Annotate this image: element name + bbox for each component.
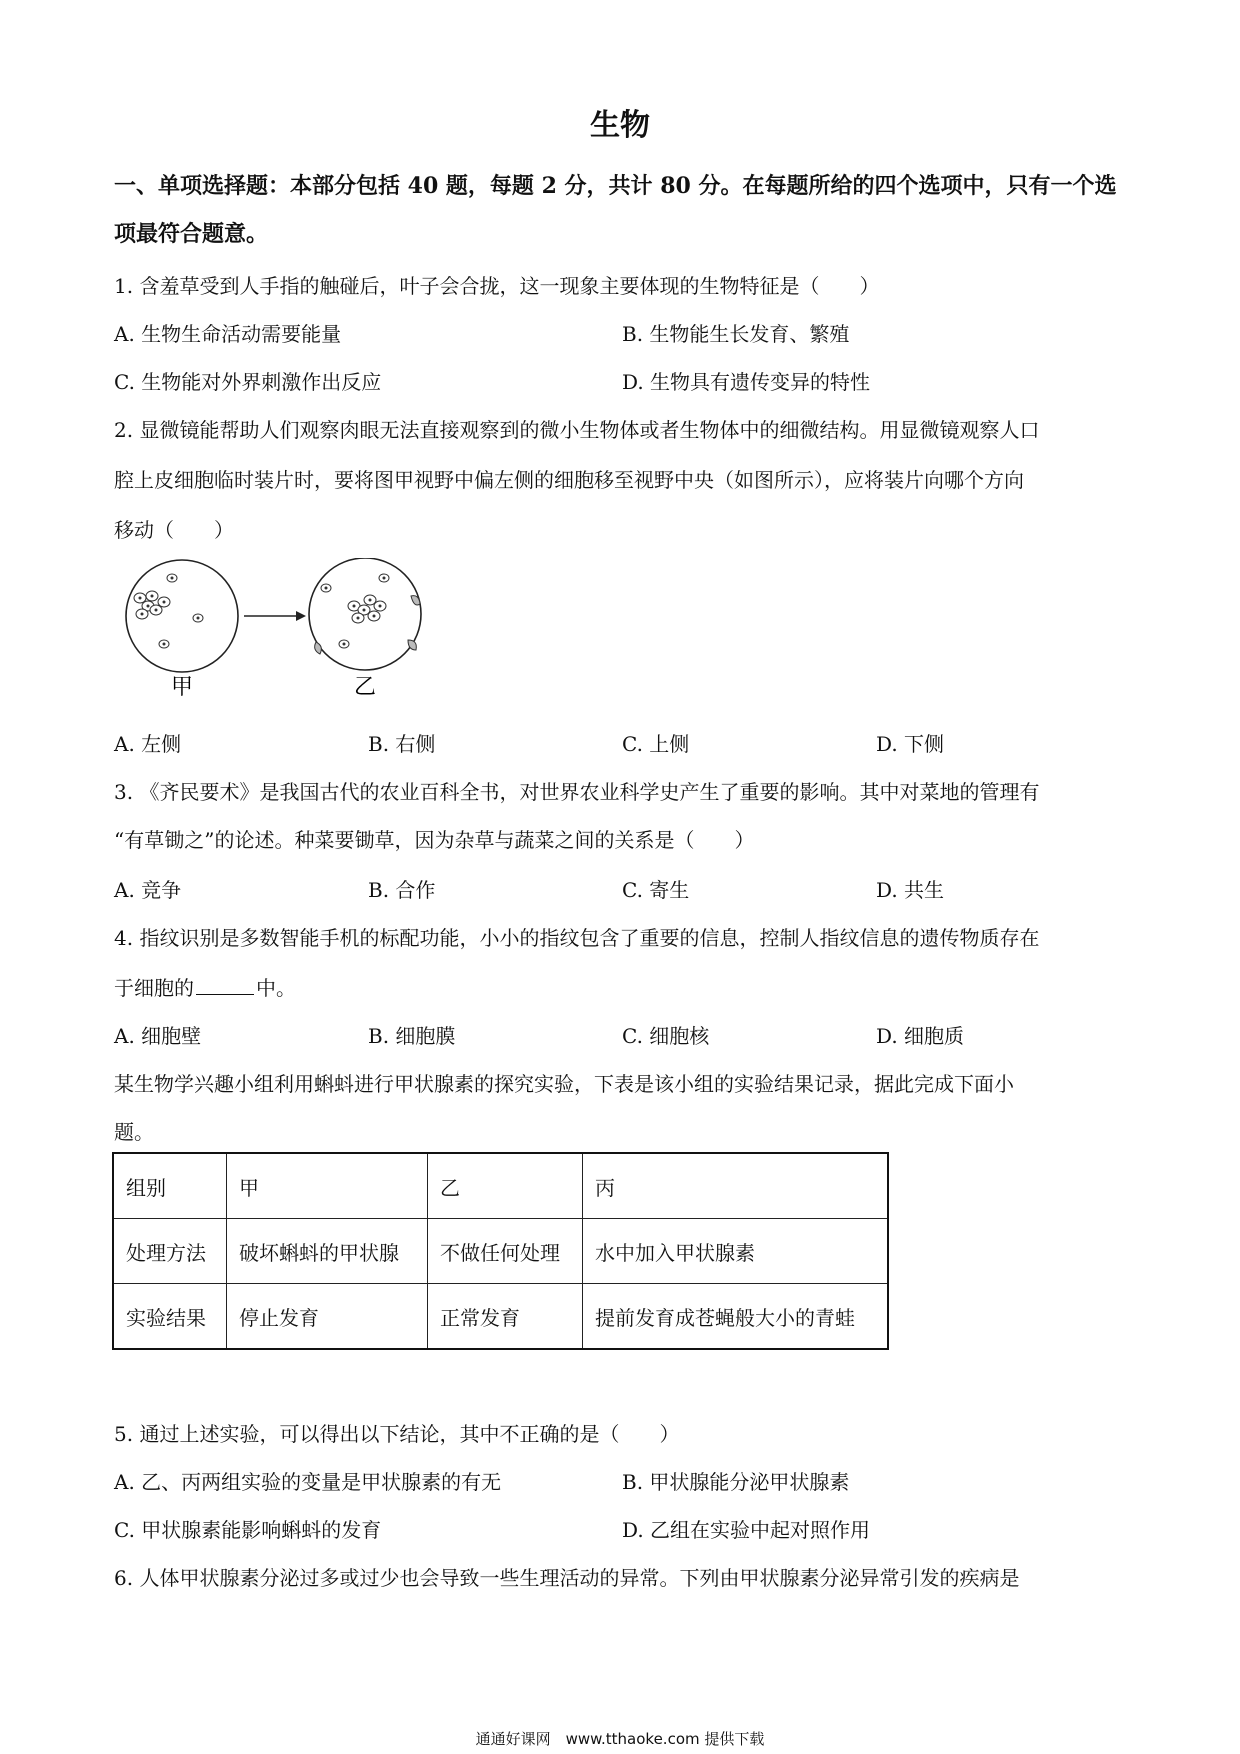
q3-option-c: C. 寄生 xyxy=(622,878,690,902)
table-cell: 正常发育 xyxy=(428,1284,583,1350)
figure-label-yi: 乙 xyxy=(353,675,377,698)
table-cell: 甲 xyxy=(227,1153,428,1219)
table-row xyxy=(113,1284,888,1350)
table-cell: 提前发育成苍蝇般大小的青蛙 xyxy=(583,1284,889,1350)
q2-stem-line-3: 移动（ ） xyxy=(114,518,234,542)
intro-line-1: 某生物学兴趣小组利用蝌蚪进行甲状腺素的探究实验，下表是该小组的实验结果记录，据此完成下面小 xyxy=(114,1072,1014,1096)
q3-option-d: D. 共生 xyxy=(876,878,945,902)
table-cell: 实验结果 xyxy=(113,1284,227,1350)
table-row xyxy=(113,1219,888,1284)
q5-option-c: C. 甲状腺素能影响蝌蚪的发育 xyxy=(114,1518,382,1542)
answer-blank xyxy=(196,976,254,995)
q4-stem-post: 中。 xyxy=(256,976,296,1000)
table-cell: 乙 xyxy=(428,1153,583,1219)
q5-stem: 5. 通过上述实验，可以得出以下结论，其中不正确的是（ ） xyxy=(114,1422,680,1446)
q5-option-a: A. 乙、丙两组实验的变量是甲状腺素的有无 xyxy=(114,1470,502,1494)
microscope-field-figure xyxy=(120,558,440,698)
q2-option-d: D. 下侧 xyxy=(876,732,945,756)
q4-stem-line-2 xyxy=(114,972,296,1001)
table-cell: 处理方法 xyxy=(113,1219,227,1284)
q2-option-c: C. 上侧 xyxy=(622,732,690,756)
q1-option-a: A. 生物生命活动需要能量 xyxy=(114,322,342,346)
q2-stem-line-1: 2. 显微镜能帮助人们观察肉眼无法直接观察到的微小生物体或者生物体中的细微结构。用显微镜观察人口 xyxy=(114,418,1040,442)
q4-stem-line-1: 4. 指纹识别是多数智能手机的标配功能，小小的指纹包含了重要的信息，控制人指纹信息的遗传物质存在 xyxy=(114,926,1040,950)
q1-option-c: C. 生物能对外界刺激作出反应 xyxy=(114,370,382,394)
q2-option-b: B. 右侧 xyxy=(368,732,436,756)
table-cell: 不做任何处理 xyxy=(428,1219,583,1284)
page-title: 生物 xyxy=(590,108,650,143)
table-cell: 停止发育 xyxy=(227,1284,428,1350)
q4-option-d: D. 细胞质 xyxy=(876,1024,965,1048)
page-footer: 通通好课网 www.tthaoke.com 提供下载 xyxy=(475,1730,765,1748)
intro-line-2: 题。 xyxy=(114,1120,154,1144)
q2-stem-line-2: 腔上皮细胞临时装片时，要将图甲视野中偏左侧的细胞移至视野中央（如图所示），应将装片向哪个方向 xyxy=(114,468,1024,492)
q5-option-d: D. 乙组在实验中起对照作用 xyxy=(622,1518,871,1542)
q6-stem: 6. 人体甲状腺素分泌过多或过少也会导致一些生理活动的异常。下列由甲状腺素分泌异常引发的疾病是 xyxy=(114,1566,1020,1590)
table-cell: 水中加入甲状腺素 xyxy=(583,1219,889,1284)
q4-option-c: C. 细胞核 xyxy=(622,1024,710,1048)
q3-stem-line-1: 3. 《齐民要术》是我国古代的农业百科全书，对世界农业科学史产生了重要的影响。其中对菜地的管理有 xyxy=(114,780,1040,804)
table-cell: 丙 xyxy=(583,1153,889,1219)
section-heading: 一、单项选择题：本部分包括 40 题，每题 2 分，共计 80 分。在每题所给的四个选项中，只有一个选项最符合题意。 xyxy=(114,173,1117,247)
table-cell: 组别 xyxy=(113,1153,227,1219)
figure-label-jia: 甲 xyxy=(170,675,194,698)
q4-option-a: A. 细胞壁 xyxy=(114,1024,202,1048)
q4-stem-pre: 于细胞的 xyxy=(114,976,194,1000)
table-row xyxy=(113,1153,888,1219)
q1-stem: 1. 含羞草受到人手指的触碰后，叶子会合拢，这一现象主要体现的生物特征是（ ） xyxy=(114,274,880,298)
q5-option-b: B. 甲状腺能分泌甲状腺素 xyxy=(622,1470,850,1494)
q2-option-a: A. 左侧 xyxy=(114,732,182,756)
q3-option-a: A. 竞争 xyxy=(114,878,182,902)
q1-option-b: B. 生物能生长发育、繁殖 xyxy=(622,322,850,346)
table-cell: 破坏蝌蚪的甲状腺 xyxy=(227,1219,428,1284)
q1-option-d: D. 生物具有遗传变异的特性 xyxy=(622,370,871,394)
q3-option-b: B. 合作 xyxy=(368,878,436,902)
q4-option-b: B. 细胞膜 xyxy=(368,1024,456,1048)
experiment-table xyxy=(112,1152,889,1350)
arrow-head xyxy=(296,611,306,621)
q3-stem-line-2: “有草锄之”的论述。种菜要锄草，因为杂草与蔬菜之间的关系是（ ） xyxy=(114,828,755,852)
